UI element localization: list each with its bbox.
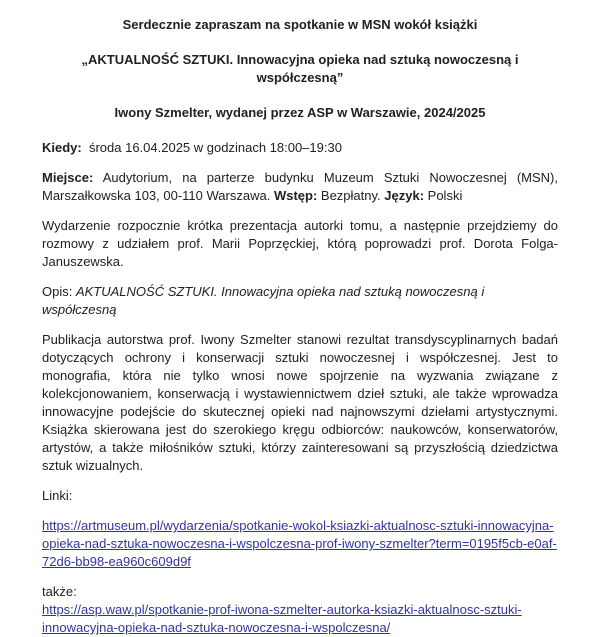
artmuseum-link-row	[42, 517, 558, 571]
also-links-block	[42, 583, 558, 637]
opis-book-title: AKTUALNOŚĆ SZTUKI. Innowacyjna opieka nad sztuką nowoczesną i współczesną	[42, 284, 485, 317]
invitation-heading-line1: Serdecznie zapraszam na spotkanie w MSN wokół książki	[122, 17, 478, 32]
opis-row	[42, 283, 558, 319]
event-description-paragraph: Wydarzenie rozpocznie krótka prezentacja autorki tomu, a następnie przejdziemy do rozmowy z udziałem prof. Marii Poprzęckiej, którą poprowadzi prof. Dorota Folga-Januszewska.	[42, 218, 558, 269]
publication-paragraph: Publikacja autorstwa prof. Iwony Szmelter stanowi rezultat transdyscyplinarnych badań dotyczących ochrony i konserwacji sztuki nowoczesnej i współczesnej. Jest to monografia, która nie tylko wnosi nowe spojrzenie na wyzwania związane z kolekcjonowaniem, konserwacją i wystawiennictwem dzieł sztuki, ale także wprowadza innowacyjne podejście do skutecznej opieki nad najnowszymi dziełami artystycznymi. Książka skierowana jest do szerokiego kręgu odbiorców: naukowców, konserwatorów, artystów, a także miłośników sztuki, którzy zainteresowani są przyszłością dziedzictwa sztuk wizualnych.	[42, 332, 558, 473]
admission-value: Bezpłatny.	[320, 188, 381, 203]
admission-label: Wstęp:	[273, 188, 318, 203]
language-value: Polski	[427, 188, 463, 203]
when-value: środa 16.04.2025 w godzinach 18:00–19:30	[88, 140, 342, 155]
when-row	[42, 139, 558, 157]
language-label: Język:	[384, 188, 425, 203]
place-value: Audytorium, na parterze budynku Muzeum Sztuki Nowoczesnej (MSN), Marszałkowska 103, 00-110 Warszawa.	[42, 170, 558, 203]
when-label: Kiedy:	[42, 140, 82, 155]
asp-link[interactable]: https://asp.waw.pl/spotkanie-prof-iwona-szmelter-autorka-ksiazki-aktualnosc-sztuki-innowacyjna-opieka-nad-sztuka-nowoczesna-i-wspolczesna/	[42, 602, 522, 635]
place-row	[42, 169, 558, 205]
opis-label: Opis:	[42, 284, 73, 299]
links-heading: Linki:	[42, 488, 73, 503]
also-label: także:	[42, 584, 77, 599]
artmuseum-link[interactable]: https://artmuseum.pl/wydarzenia/spotkanie-wokol-ksiazki-aktualnosc-sztuki-innowacyjna-opieka-nad-sztuka-nowoczesna-i-wspolczesna-prof-iwony-szmelter?term=0195f5cb-e0af-72d6-bb98-ea960c609d9f	[42, 518, 557, 569]
book-title-heading: „AKTUALNOŚĆ SZTUKI. Innowacyjna opieka nad sztuką nowoczesną i współczesną”	[81, 52, 519, 85]
place-label: Miejsce:	[42, 170, 94, 185]
author-publisher-heading: Iwony Szmelter, wydanej przez ASP w Warszawie, 2024/2025	[114, 105, 486, 120]
